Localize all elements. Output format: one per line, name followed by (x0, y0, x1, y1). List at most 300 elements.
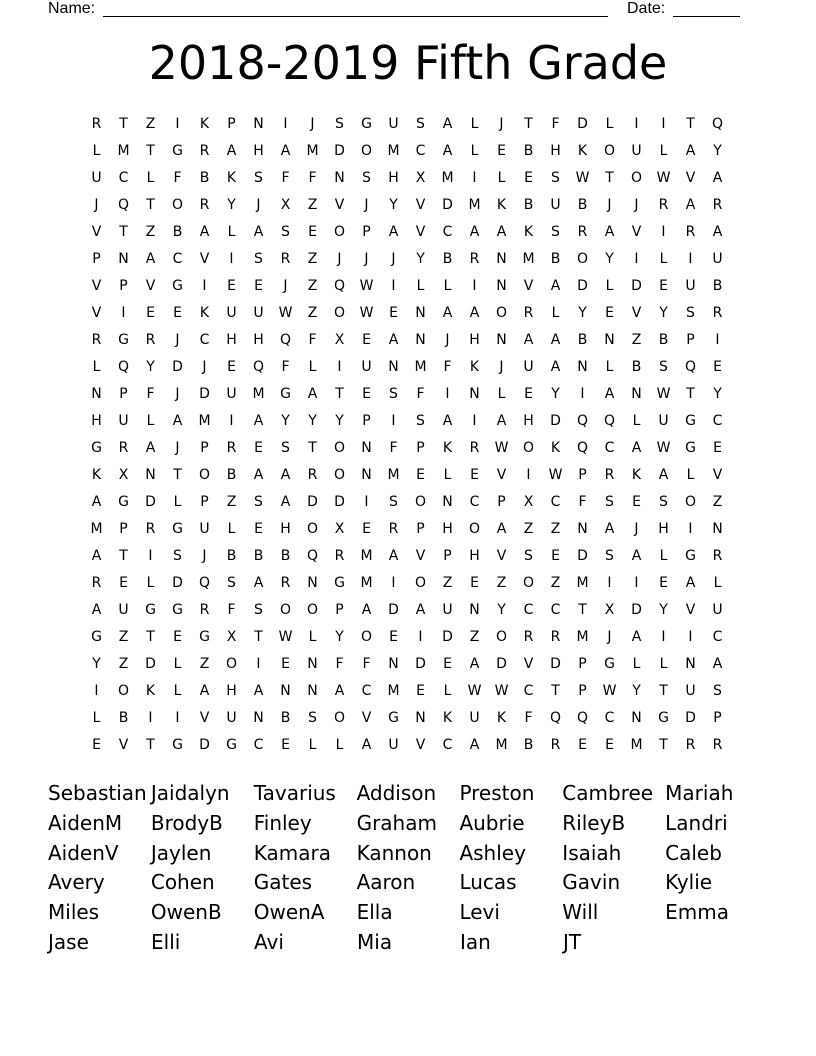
grid-letter: W (602, 683, 617, 699)
grid-letter: J (445, 332, 450, 348)
grid-row (83, 246, 731, 273)
word-list-item: Aubrie (459, 810, 525, 835)
grid-letter: G (685, 413, 696, 429)
grid-letter: D (550, 413, 561, 429)
grid-letter: S (659, 359, 668, 375)
grid-letter: U (442, 602, 453, 618)
grid-letter: I (256, 656, 261, 672)
grid-letter: C (118, 170, 129, 186)
grid-letter: E (254, 278, 263, 294)
grid-letter: A (631, 440, 642, 456)
word-list-row (48, 868, 768, 898)
grid-letter: A (496, 413, 507, 429)
grid-letter: I (472, 170, 477, 186)
word-list (48, 779, 768, 958)
grid-letter: R (577, 224, 588, 240)
grid-letter: V (631, 305, 642, 321)
grid-letter: K (442, 710, 453, 726)
grid-letter: C (712, 629, 723, 645)
grid-letter: D (199, 386, 210, 402)
grid-letter: Z (307, 278, 318, 294)
grid-letter: L (605, 278, 614, 294)
word-list-item: OwenA (253, 900, 325, 925)
grid-letter: J (94, 197, 99, 213)
grid-letter: E (497, 143, 506, 159)
grid-letter: N (577, 521, 588, 537)
grid-letter: Z (118, 629, 129, 645)
grid-letter: Q (711, 116, 724, 132)
grid-letter: N (496, 332, 507, 348)
grid-letter: A (388, 548, 399, 564)
grid-letter: H (388, 170, 399, 186)
name-label: Name: (48, 0, 96, 17)
grid-letter: E (389, 629, 398, 645)
grid-letter: E (119, 575, 128, 591)
grid-letter: J (175, 332, 180, 348)
grid-letter: I (688, 521, 693, 537)
grid-letter: D (145, 656, 156, 672)
grid-letter: Y (335, 629, 344, 645)
grid-row (83, 138, 731, 165)
grid-letter: A (469, 305, 480, 321)
word-list-row (48, 809, 768, 839)
grid-letter: J (499, 116, 504, 132)
grid-letter: Y (605, 251, 614, 267)
grid-letter: N (307, 683, 318, 699)
grid-letter: F (524, 710, 533, 726)
word-list-item: Tavarius (253, 781, 336, 805)
grid-letter: V (361, 710, 372, 726)
grid-letter: G (199, 629, 210, 645)
grid-letter: N (253, 710, 264, 726)
grid-letter: M (117, 143, 130, 159)
grid-letter: J (499, 359, 504, 375)
grid-row (83, 597, 731, 624)
grid-letter: L (632, 656, 641, 672)
grid-letter: M (360, 548, 373, 564)
grid-letter: Z (712, 494, 723, 510)
grid-letter: D (442, 197, 453, 213)
grid-letter: A (253, 575, 264, 591)
grid-letter: R (658, 197, 669, 213)
grid-letter: M (387, 143, 400, 159)
grid-letter: K (442, 440, 453, 456)
grid-letter: L (92, 710, 101, 726)
grid-letter: U (550, 197, 561, 213)
grid-letter: S (254, 251, 263, 267)
grid-letter: P (578, 683, 587, 699)
grid-letter: M (468, 197, 481, 213)
grid-letter: P (362, 224, 371, 240)
grid-letter: D (631, 602, 642, 618)
grid-letter: B (280, 548, 291, 564)
grid-letter: L (146, 170, 155, 186)
grid-letter: E (632, 494, 641, 510)
grid-letter: P (227, 116, 236, 132)
grid-letter: U (253, 305, 264, 321)
grid-letter: B (118, 710, 129, 726)
grid-letter: V (415, 224, 426, 240)
grid-letter: R (226, 440, 237, 456)
grid-letter: W (467, 683, 482, 699)
grid-letter: T (551, 683, 560, 699)
grid-letter: O (603, 143, 616, 159)
grid-letter: S (389, 494, 398, 510)
grid-letter: K (631, 467, 642, 483)
grid-letter: B (523, 197, 534, 213)
grid-letter: J (634, 197, 639, 213)
grid-letter: B (442, 251, 453, 267)
word-list-item: Ella (356, 900, 393, 925)
grid-letter: R (712, 737, 723, 753)
grid-letter: L (146, 575, 155, 591)
grid-letter: L (659, 143, 668, 159)
grid-letter: O (333, 440, 346, 456)
grid-letter: R (199, 197, 210, 213)
grid-letter: I (229, 413, 234, 429)
grid-letter: B (226, 467, 237, 483)
word-list-item: Gates (253, 870, 313, 895)
grid-letter: P (119, 521, 128, 537)
grid-letter: J (310, 116, 315, 132)
grid-letter: U (226, 386, 237, 402)
grid-row (83, 651, 731, 678)
grid-letter: M (90, 521, 103, 537)
grid-letter: R (712, 197, 723, 213)
grid-letter: W (278, 305, 293, 321)
word-list-item: OwenB (150, 900, 222, 925)
grid-letter: D (577, 116, 588, 132)
grid-letter: Z (145, 224, 156, 240)
grid-letter: O (684, 494, 697, 510)
grid-letter: O (360, 143, 373, 159)
word-list-item: Kannon (356, 840, 432, 865)
grid-letter: G (226, 737, 237, 753)
grid-letter: O (414, 575, 427, 591)
word-list-item: Miles (48, 900, 100, 925)
grid-letter: H (226, 683, 237, 699)
grid-letter: A (550, 332, 561, 348)
word-list-item: Kamara (253, 840, 331, 865)
grid-letter: J (202, 548, 207, 564)
word-list-item: Mariah (665, 781, 734, 805)
grid-letter: M (198, 413, 211, 429)
grid-letter: Q (117, 359, 130, 375)
grid-letter: A (469, 656, 480, 672)
grid-letter: B (199, 170, 210, 186)
grid-letter: S (659, 494, 668, 510)
grid-row (83, 192, 731, 219)
grid-letter: G (172, 278, 183, 294)
word-list-item: Elli (151, 929, 181, 954)
word-list-item: Addison (356, 781, 437, 805)
grid-letter: A (685, 575, 696, 591)
grid-letter: V (91, 278, 102, 294)
grid-letter: I (472, 413, 477, 429)
grid-row (83, 327, 731, 354)
grid-letter: G (145, 602, 156, 618)
grid-letter: F (362, 656, 371, 672)
word-list-row (48, 928, 768, 958)
grid-letter: N (145, 467, 156, 483)
grid-letter: A (361, 602, 372, 618)
grid-letter: A (469, 737, 480, 753)
grid-letter: V (91, 305, 102, 321)
grid-letter: W (278, 629, 293, 645)
grid-letter: N (361, 467, 372, 483)
word-list-item: AidenM (48, 810, 123, 835)
grid-letter: V (685, 170, 696, 186)
grid-letter: L (470, 143, 479, 159)
grid-letter: J (256, 197, 261, 213)
grid-letter: W (359, 278, 374, 294)
word-list-item: Cambree (562, 781, 654, 805)
grid-letter: U (469, 710, 480, 726)
grid-letter: P (416, 521, 425, 537)
grid-letter: Q (549, 710, 562, 726)
grid-letter: B (577, 332, 588, 348)
grid-letter: X (415, 170, 426, 186)
grid-letter: I (229, 251, 234, 267)
grid-letter: V (334, 197, 345, 213)
grid-letter: J (364, 197, 369, 213)
grid-letter: E (254, 521, 263, 537)
grid-letter: V (145, 278, 156, 294)
grid-row (83, 543, 731, 570)
grid-letter: B (523, 143, 534, 159)
grid-letter: Q (252, 359, 265, 375)
grid-letter: V (415, 737, 426, 753)
grid-letter: D (307, 494, 318, 510)
grid-letter: J (283, 278, 288, 294)
word-list-item: Emma (665, 900, 730, 925)
grid-letter: A (685, 197, 696, 213)
grid-letter: N (415, 332, 426, 348)
grid-letter: O (198, 467, 211, 483)
grid-letter: M (306, 143, 319, 159)
grid-letter: K (523, 224, 534, 240)
grid-letter: C (523, 683, 534, 699)
grid-letter: N (442, 494, 453, 510)
grid-letter: M (441, 170, 454, 186)
grid-letter: P (578, 656, 587, 672)
word-list-item: Preston (459, 781, 535, 805)
grid-letter: A (253, 224, 264, 240)
grid-letter: C (712, 413, 723, 429)
grid-letter: A (496, 224, 507, 240)
grid-letter: V (496, 548, 507, 564)
grid-letter: A (199, 224, 210, 240)
grid-letter: N (118, 251, 129, 267)
grid-letter: F (443, 359, 452, 375)
grid-letter: E (713, 440, 722, 456)
grid-letter: O (495, 629, 508, 645)
grid-letter: Y (659, 602, 668, 618)
grid-letter: O (333, 305, 346, 321)
word-list-item: Sebastian (48, 781, 147, 805)
grid-letter: Y (713, 386, 722, 402)
grid-letter: T (659, 683, 668, 699)
grid-letter: Z (523, 521, 534, 537)
grid-letter: F (308, 332, 317, 348)
grid-letter: A (361, 737, 372, 753)
grid-letter: S (686, 305, 695, 321)
grid-letter: I (391, 278, 396, 294)
grid-letter: I (661, 116, 666, 132)
grid-letter: E (551, 548, 560, 564)
grid-letter: R (550, 737, 561, 753)
grid-letter: D (172, 575, 183, 591)
grid-letter: J (364, 251, 369, 267)
grid-letter: L (632, 413, 641, 429)
grid-letter: A (253, 413, 264, 429)
grid-letter: E (173, 629, 182, 645)
grid-letter: E (443, 656, 452, 672)
grid-letter: B (712, 278, 723, 294)
grid-letter: P (713, 710, 722, 726)
grid-letter: G (172, 521, 183, 537)
grid-letter: I (445, 386, 450, 402)
grid-row (83, 408, 731, 435)
grid-letter: A (658, 467, 669, 483)
grid-letter: N (307, 656, 318, 672)
grid-letter: E (362, 521, 371, 537)
grid-letter: R (712, 305, 723, 321)
grid-letter: P (92, 251, 101, 267)
grid-letter: P (200, 494, 209, 510)
grid-letter: O (333, 710, 346, 726)
grid-letter: V (199, 710, 210, 726)
grid-letter: O (630, 170, 643, 186)
grid-letter: H (226, 332, 237, 348)
grid-letter: L (443, 278, 452, 294)
grid-letter: E (254, 440, 263, 456)
grid-letter: A (712, 656, 723, 672)
grid-letter: S (281, 440, 290, 456)
grid-letter: E (524, 386, 533, 402)
grid-letter: A (496, 521, 507, 537)
word-list-item: Ashley (459, 840, 526, 865)
grid-letter: A (685, 143, 696, 159)
grid-letter: D (442, 629, 453, 645)
grid-letter: L (470, 116, 479, 132)
grid-letter: O (333, 224, 346, 240)
grid-letter: J (337, 251, 342, 267)
grid-letter: L (605, 116, 614, 132)
grid-letter: I (661, 629, 666, 645)
grid-letter: A (91, 548, 102, 564)
grid-row (83, 273, 731, 300)
grid-letter: I (472, 278, 477, 294)
grid-letter: R (145, 332, 156, 348)
grid-letter: L (551, 305, 560, 321)
grid-letter: L (308, 737, 317, 753)
grid-letter: L (335, 737, 344, 753)
grid-letter: K (496, 710, 507, 726)
grid-letter: A (442, 305, 453, 321)
grid-letter: J (634, 521, 639, 537)
grid-letter: E (713, 359, 722, 375)
grid-letter: I (337, 359, 342, 375)
word-list-item: Landri (665, 810, 728, 835)
grid-letter: A (604, 521, 615, 537)
grid-letter: D (631, 278, 642, 294)
word-list-item: Cohen (150, 870, 215, 895)
word-list-item: AidenV (48, 840, 119, 865)
word-list-item: Will (562, 900, 599, 925)
grid-letter: Y (92, 656, 101, 672)
grid-letter: R (685, 224, 696, 240)
grid-letter: H (280, 521, 291, 537)
grid-letter: A (442, 116, 453, 132)
grid-letter: S (173, 548, 182, 564)
grid-letter: F (173, 170, 182, 186)
grid-letter: Z (550, 575, 561, 591)
grid-letter: R (469, 251, 480, 267)
grid-letter: T (119, 116, 128, 132)
grid-letter: R (334, 548, 345, 564)
grid-letter: L (92, 359, 101, 375)
grid-letter: B (226, 548, 237, 564)
grid-letter: K (199, 305, 210, 321)
grid-letter: E (578, 737, 587, 753)
word-list-item: BrodyB (150, 810, 223, 835)
grid-letter: U (388, 737, 399, 753)
grid-letter: G (172, 143, 183, 159)
grid-letter: L (443, 467, 452, 483)
grid-letter: Q (603, 413, 616, 429)
grid-letter: G (685, 440, 696, 456)
word-list-item: Gavin (562, 870, 621, 895)
date-blank-line (673, 16, 740, 17)
grid-letter: T (605, 170, 614, 186)
word-list-item: Isaiah (562, 840, 622, 865)
grid-letter: X (118, 467, 129, 483)
grid-letter: G (118, 494, 129, 510)
grid-letter: M (576, 629, 589, 645)
grid-letter: O (306, 602, 319, 618)
grid-row (83, 570, 731, 597)
grid-letter: B (577, 197, 588, 213)
grid-letter: A (523, 332, 534, 348)
grid-letter: R (91, 116, 102, 132)
grid-letter: F (416, 386, 425, 402)
grid-letter: S (416, 413, 425, 429)
grid-row (83, 462, 731, 489)
grid-letter: F (578, 494, 587, 510)
grid-letter: U (523, 359, 534, 375)
grid-letter: Z (469, 629, 480, 645)
grid-letter: A (469, 224, 480, 240)
word-list-item: Finley (253, 810, 312, 835)
grid-letter: O (225, 656, 238, 672)
grid-letter: E (605, 737, 614, 753)
grid-letter: K (469, 359, 480, 375)
grid-letter: S (605, 548, 614, 564)
grid-letter: C (442, 224, 453, 240)
grid-letter: Q (576, 440, 589, 456)
word-list-item: Ian (460, 929, 491, 954)
grid-letter: P (497, 494, 506, 510)
grid-letter: R (199, 602, 210, 618)
grid-letter: G (658, 710, 669, 726)
grid-letter: Y (335, 413, 344, 429)
grid-letter: T (686, 116, 695, 132)
grid-letter: R (685, 737, 696, 753)
grid-letter: Z (631, 332, 642, 348)
grid-letter: E (659, 278, 668, 294)
grid-letter: T (146, 629, 155, 645)
